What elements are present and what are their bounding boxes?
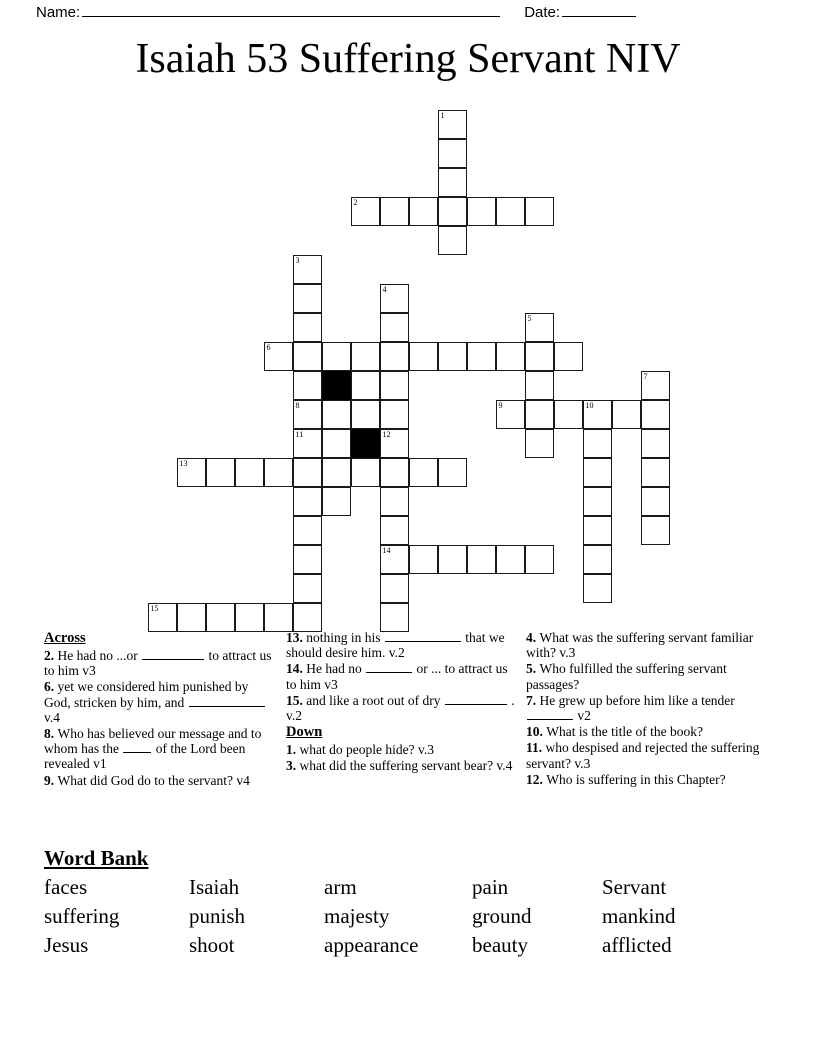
grid-cell[interactable] <box>438 197 467 226</box>
clue-number: 5. <box>526 661 540 677</box>
clue-column-1 <box>44 630 286 789</box>
grid-cell[interactable] <box>583 545 612 574</box>
clue-item: 9. What did God do to the servant? v4 <box>44 772 250 788</box>
grid-cell[interactable] <box>380 458 409 487</box>
grid-cell[interactable] <box>409 197 438 226</box>
grid-cell[interactable] <box>641 400 670 429</box>
grid-cell[interactable] <box>293 516 322 545</box>
grid-cell[interactable] <box>351 371 380 400</box>
grid-cell[interactable] <box>293 603 322 632</box>
clue-number: 6. <box>44 679 58 695</box>
grid-cell[interactable] <box>409 545 438 574</box>
clue-number: 10. <box>526 724 547 740</box>
page-title: Isaiah 53 Suffering Servant NIV <box>135 36 681 82</box>
clue-answer-blank[interactable] <box>123 741 151 753</box>
word-bank-word: pain <box>472 875 509 899</box>
clue-number: 15. <box>286 692 307 708</box>
clue-item: 11. who despised and rejected the suffering servant? v.3 <box>526 740 760 771</box>
grid-cell-number: 15 <box>150 604 159 613</box>
grid-cell[interactable] <box>293 313 322 342</box>
clue-number: 2. <box>44 648 58 663</box>
grid-cell-number: 13 <box>179 459 188 468</box>
grid-cell-number: 8 <box>295 401 300 410</box>
grid-cell[interactable] <box>264 458 293 487</box>
down-clue-list-part2 <box>526 630 768 787</box>
grid-cell[interactable] <box>148 603 177 632</box>
grid-cell[interactable] <box>322 342 351 371</box>
clue-answer-blank[interactable] <box>189 695 265 707</box>
across-clue-list-part2 <box>286 630 518 723</box>
clue-number: 12. <box>526 771 547 787</box>
clue-item: 2. He had no ...or to attract us to him v3 <box>44 648 272 679</box>
grid-cell-number: 2 <box>353 198 358 207</box>
clue-item: 15. and like a root out of dry . v.2 <box>286 692 515 724</box>
word-bank-word: Jesus <box>44 933 89 957</box>
word-bank-word: ground <box>472 904 532 928</box>
clue-number: 9. <box>44 772 58 788</box>
grid-cell[interactable] <box>351 342 380 371</box>
clue-column-2 <box>286 630 526 775</box>
grid-cell[interactable] <box>409 342 438 371</box>
grid-cell[interactable] <box>438 139 467 168</box>
word-bank-word: Isaiah <box>189 875 240 899</box>
grid-cell[interactable] <box>438 110 467 139</box>
grid-cell[interactable] <box>496 342 525 371</box>
grid-cell[interactable] <box>583 516 612 545</box>
grid-cell-number: 5 <box>527 314 532 323</box>
clue-answer-blank[interactable] <box>385 630 461 642</box>
grid-cell[interactable] <box>380 197 409 226</box>
word-bank-word: punish <box>189 904 246 928</box>
clue-item: 12. Who is suffering in this Chapter? <box>526 771 726 787</box>
grid-cell[interactable] <box>525 371 554 400</box>
clue-answer-blank[interactable] <box>445 693 507 705</box>
grid-cell[interactable] <box>612 400 641 429</box>
grid-cell-blocked <box>322 371 351 400</box>
grid-cell[interactable] <box>322 400 351 429</box>
clue-item: 7. He grew up before him like a tender v2 <box>526 692 735 724</box>
word-bank-word: afflicted <box>602 933 672 957</box>
grid-cell[interactable] <box>293 487 322 516</box>
clue-item: 5. Who fulfilled the suffering servant passages? <box>526 661 727 692</box>
grid-cell[interactable] <box>380 284 409 313</box>
grid-cell-number: 11 <box>295 430 304 439</box>
grid-cell[interactable] <box>235 458 264 487</box>
word-bank-word: suffering <box>44 904 120 928</box>
clue-number: 8. <box>44 726 58 742</box>
grid-cell-blocked <box>351 429 380 458</box>
grid-cell[interactable] <box>380 574 409 603</box>
down-heading: Down <box>286 724 323 741</box>
grid-cell[interactable] <box>525 400 554 429</box>
grid-cell[interactable] <box>583 487 612 516</box>
grid-cell[interactable] <box>380 487 409 516</box>
clue-number: 1. <box>286 742 300 758</box>
grid-cell-number: 12 <box>382 430 391 439</box>
grid-cell[interactable] <box>525 429 554 458</box>
grid-cell[interactable] <box>467 197 496 226</box>
down-clue-list-part1 <box>286 742 518 773</box>
word-bank-word: Servant <box>602 875 667 899</box>
grid-cell[interactable] <box>351 197 380 226</box>
grid-cell-number: 14 <box>382 546 391 555</box>
grid-cell[interactable] <box>293 429 322 458</box>
grid-cell[interactable] <box>496 400 525 429</box>
word-bank-word: appearance <box>324 933 419 957</box>
grid-cell[interactable] <box>438 458 467 487</box>
clue-number: 11. <box>526 740 546 756</box>
grid-cell[interactable] <box>554 342 583 371</box>
grid-cell[interactable] <box>293 458 322 487</box>
word-bank-word: beauty <box>472 933 528 957</box>
grid-cell[interactable] <box>235 603 264 632</box>
clue-answer-blank[interactable] <box>527 708 573 720</box>
grid-cell[interactable] <box>380 313 409 342</box>
clue-item: 10. What is the title of the book? <box>526 724 703 740</box>
clue-number: 14. <box>286 661 307 677</box>
grid-cell[interactable] <box>380 429 409 458</box>
word-bank-word: faces <box>44 875 88 899</box>
word-bank-word: mankind <box>602 904 676 928</box>
grid-cell[interactable] <box>380 371 409 400</box>
word-bank-word: majesty <box>324 904 390 928</box>
clue-item: 13. nothing in his that we should desire him. v.2 <box>286 630 505 661</box>
grid-cell-number: 6 <box>266 343 271 352</box>
grid-cell-number: 1 <box>440 111 445 120</box>
grid-cell[interactable] <box>496 197 525 226</box>
clue-item: 14. He had no or ... to attract us to him v3 <box>286 661 508 692</box>
grid-cell[interactable] <box>380 545 409 574</box>
across-clue-list-part1 <box>44 648 278 788</box>
clues-section <box>44 630 784 789</box>
grid-cell[interactable] <box>496 545 525 574</box>
grid-cell[interactable] <box>438 342 467 371</box>
clue-number: 7. <box>526 692 540 708</box>
grid-cell[interactable] <box>293 400 322 429</box>
clue-answer-blank[interactable] <box>366 661 412 673</box>
grid-cell[interactable] <box>293 284 322 313</box>
word-bank-section <box>44 846 774 960</box>
grid-cell[interactable] <box>467 342 496 371</box>
grid-cell[interactable] <box>351 400 380 429</box>
clue-column-3 <box>526 630 776 788</box>
grid-cell[interactable] <box>438 545 467 574</box>
grid-cell[interactable] <box>322 487 351 516</box>
grid-cell[interactable] <box>525 545 554 574</box>
grid-cell[interactable] <box>525 313 554 342</box>
grid-cell[interactable] <box>583 429 612 458</box>
clue-item: 3. what did the suffering servant bear? v.4 <box>286 758 513 774</box>
grid-cell[interactable] <box>554 400 583 429</box>
word-bank-word: arm <box>324 875 357 899</box>
grid-cell[interactable] <box>467 545 496 574</box>
grid-cell[interactable] <box>293 371 322 400</box>
clue-number: 13. <box>286 630 307 645</box>
word-bank-word: shoot <box>189 933 235 957</box>
clue-number: 4. <box>526 630 540 645</box>
grid-cell[interactable] <box>177 458 206 487</box>
grid-cell[interactable] <box>641 429 670 458</box>
word-bank-heading: Word Bank <box>44 846 149 870</box>
grid-cell[interactable] <box>525 197 554 226</box>
name-label: Name: <box>36 4 81 21</box>
grid-cell-number: 3 <box>295 256 300 265</box>
grid-cell[interactable] <box>409 458 438 487</box>
grid-cell[interactable] <box>293 342 322 371</box>
grid-cell[interactable] <box>206 458 235 487</box>
grid-cell[interactable] <box>293 574 322 603</box>
grid-cell[interactable] <box>380 400 409 429</box>
grid-cell-number: 4 <box>382 285 387 294</box>
grid-cell[interactable] <box>177 603 206 632</box>
grid-cell[interactable] <box>293 255 322 284</box>
grid-cell-number: 10 <box>585 401 594 410</box>
grid-cell[interactable] <box>525 342 554 371</box>
clue-item: 6. yet we considered him punished by God, stricken by him, and v.4 <box>44 679 278 725</box>
word-bank-list <box>44 873 774 960</box>
clue-item: 4. What was the suffering servant familiar with? v.3 <box>526 630 754 661</box>
grid-cell[interactable] <box>380 342 409 371</box>
grid-cell[interactable] <box>322 458 351 487</box>
across-heading: Across <box>44 630 86 646</box>
grid-cell[interactable] <box>293 545 322 574</box>
grid-cell[interactable] <box>438 226 467 255</box>
clue-number: 3. <box>286 758 300 774</box>
grid-cell[interactable] <box>641 371 670 400</box>
grid-cell[interactable] <box>641 516 670 545</box>
grid-cell[interactable] <box>380 516 409 545</box>
grid-cell[interactable] <box>641 487 670 516</box>
grid-cell[interactable] <box>351 458 380 487</box>
grid-cell[interactable] <box>380 603 409 632</box>
grid-cell[interactable] <box>206 603 235 632</box>
grid-cell[interactable] <box>583 458 612 487</box>
date-label: Date: <box>524 4 561 21</box>
grid-cell[interactable] <box>583 574 612 603</box>
clue-item: 8. Who has believed our message and to whom has the of the Lord been revealed v1 <box>44 726 262 772</box>
grid-cell[interactable] <box>438 168 467 197</box>
grid-cell-number: 7 <box>643 372 648 381</box>
grid-cell[interactable] <box>322 429 351 458</box>
clue-item: 1. what do people hide? v.3 <box>286 742 434 758</box>
grid-cell[interactable] <box>264 603 293 632</box>
grid-cell[interactable] <box>264 342 293 371</box>
grid-cell[interactable] <box>583 400 612 429</box>
grid-cell-number: 9 <box>498 401 503 410</box>
clue-answer-blank[interactable] <box>142 648 204 660</box>
grid-cell[interactable] <box>641 458 670 487</box>
